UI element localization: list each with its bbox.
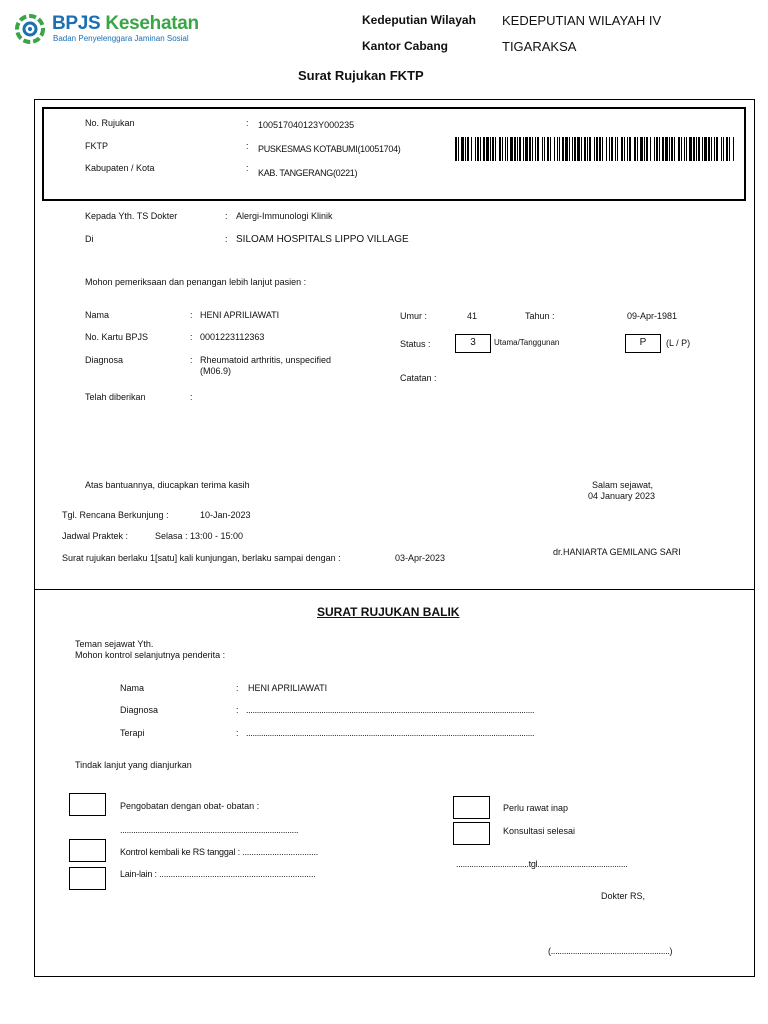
barcode-bar	[587, 137, 588, 161]
barcode-bar	[733, 137, 734, 161]
signature-field[interactable]: (......................................................)	[548, 946, 673, 956]
barcode-bar	[471, 137, 472, 161]
barcode-bar	[689, 137, 692, 161]
barcode-bar	[475, 137, 476, 161]
barcode-bar	[640, 137, 643, 161]
barcode-bar	[499, 137, 501, 161]
barcode-bar	[557, 137, 558, 161]
barcode-bar	[599, 137, 601, 161]
page-title: Surat Rujukan FKTP	[298, 68, 424, 83]
konsultasi-label: Konsultasi selesai	[503, 826, 576, 836]
berlaku-label: Surat rujukan berlaku 1[satu] kali kunjungan, berlaku sampai dengan :	[62, 553, 341, 563]
barcode-bar	[547, 137, 549, 161]
barcode-bar	[596, 137, 598, 161]
barcode-bar	[554, 137, 555, 161]
rencana-value: 10-Jan-2023	[200, 510, 251, 520]
terima-kasih-text: Atas bantuannya, diucapkan terima kasih	[85, 480, 250, 490]
barcode-bar	[486, 137, 489, 161]
logo-brand-b: Kesehatan	[105, 13, 199, 34]
pengobatan-checkbox[interactable]	[69, 793, 106, 816]
rawat-inap-label: Perlu rawat inap	[503, 803, 569, 813]
rencana-label: Tgl. Rencana Berkunjung :	[62, 510, 169, 520]
barcode-bar	[477, 137, 479, 161]
fktp-value: PUSKESMAS KOTABUMI(10051704)	[258, 144, 401, 154]
barcode-bar	[637, 137, 638, 161]
bpjs-emblem-icon	[14, 13, 46, 45]
pengobatan-label: Pengobatan dengan obat- obatan :	[120, 801, 260, 811]
barcode-bar	[609, 137, 610, 161]
barcode-bar	[693, 137, 695, 161]
barcode-bar	[698, 137, 700, 161]
logo-subtitle: Badan Penyelenggara Jaminan Sosial	[53, 34, 189, 43]
balik-terapi-label: Terapi	[120, 728, 145, 738]
balik-terapi-field[interactable]: ......................................................................................................................................	[246, 728, 535, 738]
barcode-bar	[629, 137, 631, 161]
barcode-bar	[544, 137, 545, 161]
barcode-bar	[455, 137, 457, 161]
barcode-bar	[517, 137, 518, 161]
barcode-bar	[684, 137, 685, 161]
diagnosa-line1: Rheumatoid arthritis, unspecified	[200, 355, 332, 365]
gender-desc: (L / P)	[666, 338, 691, 348]
barcode-bar	[681, 137, 682, 161]
di-value: SILOAM HOSPITALS LIPPO VILLAGE	[236, 234, 409, 245]
barcode-bar	[577, 137, 580, 161]
balik-diagnosa-field[interactable]: ......................................................................................................................................	[246, 705, 535, 715]
barcode-bar	[510, 137, 513, 161]
barcode-bar	[594, 137, 595, 161]
barcode-bar	[627, 137, 628, 161]
barcode-bar	[646, 137, 648, 161]
barcode-bar	[716, 137, 718, 161]
barcode-bar	[662, 137, 664, 161]
barcode-bar	[483, 137, 485, 161]
barcode-bar	[535, 137, 536, 161]
tahun-label: Tahun :	[525, 311, 555, 321]
barcode-bar	[721, 137, 722, 161]
barcode-bar	[654, 137, 655, 161]
barcode-bar	[467, 137, 469, 161]
barcode-bar	[711, 137, 712, 161]
barcode-bar	[514, 137, 516, 161]
status-label: Status :	[400, 339, 431, 349]
telah-label: Telah diberikan	[85, 392, 146, 402]
dokter-name: dr.HANIARTA GEMILANG SARI	[553, 547, 681, 557]
barcode-bar	[550, 137, 551, 161]
catatan-label: Catatan :	[400, 373, 437, 383]
kepada-label: Kepada Yth. TS Dokter	[85, 211, 178, 221]
logo-brand-a: BPJS	[52, 13, 101, 34]
barcode-bar	[565, 137, 568, 161]
barcode-bar	[490, 137, 491, 161]
status-value: 3	[455, 334, 491, 353]
barcode-bar	[505, 137, 506, 161]
no-rujukan-label: No. Rujukan	[85, 118, 135, 128]
intro-text: Mohon pemeriksaan dan penangan lebih lanjut pasien :	[85, 277, 307, 287]
diagnosa-label: Diagnosa	[85, 355, 124, 365]
fktp-label: FKTP	[85, 141, 109, 151]
barcode-bar	[665, 137, 668, 161]
barcode-bar	[525, 137, 528, 161]
barcode-bar	[621, 137, 623, 161]
surat-date: 04 January 2023	[588, 491, 656, 501]
section-divider	[34, 589, 754, 590]
berlaku-value: 03-Apr-2023	[395, 553, 446, 563]
mohon-text: Mohon kontrol selanjutnya penderita :	[75, 650, 226, 660]
salam-text: Salam sejawat,	[592, 480, 654, 490]
barcode-bar	[656, 137, 658, 161]
barcode-bar	[678, 137, 680, 161]
barcode-bar	[502, 137, 503, 161]
barcode-bar	[606, 137, 607, 161]
barcode-bar	[480, 137, 481, 161]
kontrol-checkbox[interactable]	[69, 839, 106, 862]
barcode-bar	[702, 137, 703, 161]
umur-value: 41	[467, 311, 478, 321]
barcode-bar	[581, 137, 582, 161]
kepada-value: Alergi-Immunologi Klinik	[236, 211, 333, 221]
cabang-value: TIGARAKSA	[502, 39, 577, 54]
wilayah-value: KEDEPUTIAN WILAYAH IV	[502, 13, 662, 28]
barcode-bar	[569, 137, 570, 161]
barcode-bar	[584, 137, 586, 161]
barcode-bar	[492, 137, 494, 161]
pengobatan-field[interactable]: .................................................................................	[120, 825, 299, 835]
kartu-value: 0001223112363	[200, 332, 265, 342]
barcode-bar	[674, 137, 675, 161]
barcode-bar	[562, 137, 564, 161]
wilayah-label: Kedeputian Wilayah	[362, 13, 476, 27]
barcode-bar	[458, 137, 459, 161]
barcode-bar	[669, 137, 670, 161]
barcode-bar	[495, 137, 496, 161]
tanggal-field[interactable]: .................................tgl.........................................	[456, 859, 628, 869]
barcode-bar	[714, 137, 715, 161]
barcode-bar	[729, 137, 730, 161]
lainlain-checkbox[interactable]	[69, 867, 106, 890]
status-desc: Utama/Tanggunan	[494, 338, 560, 347]
diagnosa-line2: (M06.9)	[200, 366, 232, 376]
dokter-rs-label: Dokter RS,	[601, 891, 646, 901]
barcode-bar	[559, 137, 560, 161]
balik-diagnosa-label: Diagnosa	[120, 705, 159, 715]
jadwal-value: Selasa : 13:00 - 15:00	[155, 531, 244, 541]
barcode-bar	[696, 137, 697, 161]
gender-value: P	[625, 334, 661, 353]
barcode-bar	[686, 137, 687, 161]
barcode-bar	[602, 137, 603, 161]
barcode-bar	[507, 137, 508, 161]
barcode-bar	[650, 137, 651, 161]
barcode-bar	[542, 137, 543, 161]
di-label: Di	[85, 234, 94, 244]
barcode-bar	[708, 137, 710, 161]
barcode-bar	[634, 137, 636, 161]
barcode-bar	[572, 137, 573, 161]
balik-title: SURAT RUJUKAN BALIK	[317, 605, 460, 619]
barcode-bar	[461, 137, 464, 161]
barcode-bar	[723, 137, 724, 161]
konsultasi-checkbox[interactable]	[453, 822, 490, 845]
barcode-bar	[529, 137, 531, 161]
barcode-bar	[659, 137, 660, 161]
kabupaten-label: Kabupaten / Kota	[85, 163, 155, 173]
barcode-bar	[537, 137, 539, 161]
barcode-bar	[615, 137, 616, 161]
kontrol-label: Kontrol kembali ke RS tanggal : .................................	[120, 847, 319, 857]
barcode	[455, 137, 736, 161]
nama-value: HENI APRILIAWATI	[200, 310, 280, 320]
cabang-label: Kantor Cabang	[362, 39, 449, 53]
tindak-text: Tindak lanjut yang dianjurkan	[75, 760, 192, 770]
barcode-bar	[523, 137, 524, 161]
balik-nama-label: Nama	[120, 683, 145, 693]
document-frame	[34, 99, 755, 977]
barcode-bar	[624, 137, 625, 161]
barcode-bar	[574, 137, 576, 161]
barcode-bar	[532, 137, 533, 161]
barcode-bar	[644, 137, 645, 161]
barcode-bar	[465, 137, 466, 161]
nama-label: Nama	[85, 310, 110, 320]
barcode-bar	[589, 137, 591, 161]
barcode-bar	[617, 137, 618, 161]
kartu-label: No. Kartu BPJS	[85, 332, 149, 342]
tahun-value: 09-Apr-1981	[627, 311, 678, 321]
rawat-inap-checkbox[interactable]	[453, 796, 490, 819]
lainlain-label: Lain-lain : ....................................................................	[120, 869, 316, 879]
jadwal-label: Jadwal Praktek :	[62, 531, 129, 541]
no-rujukan-value: 100517040123Y000235	[258, 120, 355, 130]
balik-nama-value: HENI APRILIAWATI	[248, 683, 328, 693]
kabupaten-value: KAB. TANGERANG(0221)	[258, 168, 358, 178]
teman-text: Teman sejawat Yth.	[75, 639, 154, 649]
barcode-bar	[704, 137, 707, 161]
barcode-bar	[519, 137, 521, 161]
barcode-bar	[671, 137, 673, 161]
barcode-bar	[611, 137, 613, 161]
umur-label: Umur :	[400, 311, 427, 321]
barcode-bar	[726, 137, 728, 161]
